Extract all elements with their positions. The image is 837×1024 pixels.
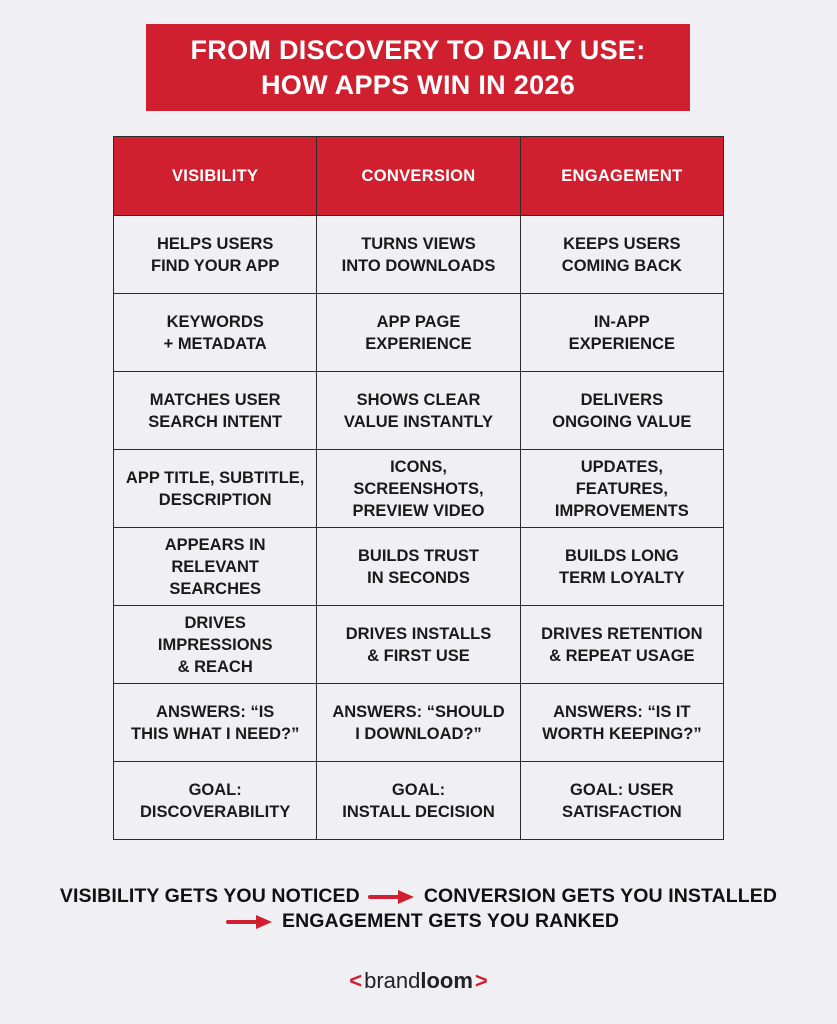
table-row [114,762,724,840]
table-cell [317,216,520,294]
cell-text: GOAL: DISCOVERABILITY [139,780,291,821]
table-cell [114,762,317,840]
table-cell [520,372,723,450]
cell-text: DELIVERS ONGOING VALUE [552,390,692,431]
table-cell [520,762,723,840]
table-cell [114,450,317,528]
cell-text: HELPS USERS FIND YOUR APP [150,234,280,275]
flow-step-visibility: VISIBILITY GETS YOU NOTICED [59,885,360,907]
flow-line-2 [0,909,837,934]
cell-text: MATCHES USER SEARCH INTENT [148,390,283,431]
table-cell [317,606,520,684]
table-cell [520,216,723,294]
cell-text: GOAL: INSTALL DECISION [342,780,495,821]
cell-text: ANSWERS: “IS IT WORTH KEEPING?” [542,702,702,743]
table-cell [114,528,317,606]
brand-logo [0,968,837,994]
table-cell [114,606,317,684]
logo-text-brand: brand [364,968,421,993]
flow-line-1 [0,884,837,909]
table-cell [520,450,723,528]
cell-text: ICONS, SCREENSHOTS, PREVIEW VIDEO [352,457,485,520]
table-row [114,216,724,294]
table-cell [114,294,317,372]
title-line-2: HOW APPS WIN IN 2026 [260,69,576,100]
logo-right-bracket: > [474,968,488,993]
table-row [114,528,724,606]
table-row [114,372,724,450]
table-cell [520,528,723,606]
table-cell [114,684,317,762]
title-line-1: FROM DISCOVERY TO DAILY USE: [190,34,646,65]
cell-text: ANSWERS: “IS THIS WHAT I NEED?” [130,702,300,743]
table-cell [317,684,520,762]
cell-text: SHOWS CLEAR VALUE INSTANTLY [343,390,494,431]
table-cell [520,684,723,762]
header-engagement: ENGAGEMENT [520,137,723,216]
cell-text: BUILDS LONG TERM LOYALTY [559,546,685,587]
table-cell [317,528,520,606]
table-cell [317,450,520,528]
table-cell [520,294,723,372]
cell-text: TURNS VIEWS INTO DOWNLOADS [341,234,496,275]
cell-text: DRIVES RETENTION & REPEAT USAGE [541,624,703,665]
right-arrow-icon [368,888,416,906]
flow-step-conversion: CONVERSION GETS YOU INSTALLED [423,885,778,907]
flow-summary [0,884,837,934]
cell-text: KEYWORDS + METADATA [163,312,267,353]
table-cell [114,372,317,450]
header-visibility: VISIBILITY [114,137,317,216]
cell-text: BUILDS TRUST IN SECONDS [357,546,479,587]
cell-text: UPDATES, FEATURES, IMPROVEMENTS [554,457,689,520]
table-cell [520,606,723,684]
cell-text: APPEARS IN RELEVANT SEARCHES [164,535,266,598]
comparison-table [113,136,724,840]
right-arrow-icon [226,913,274,931]
flow-step-engagement: ENGAGEMENT GETS YOU RANKED [281,910,620,932]
cell-text: APP TITLE, SUBTITLE, DESCRIPTION [125,468,305,509]
table-cell [114,216,317,294]
table-cell [317,762,520,840]
logo-text-loom: loom [420,968,473,993]
cell-text: DRIVES IMPRESSIONS & REACH [157,613,273,676]
title-banner [146,24,690,111]
table-row [114,684,724,762]
cell-text: ANSWERS: “SHOULD I DOWNLOAD?” [332,702,505,743]
table-row [114,606,724,684]
cell-text: KEEPS USERS COMING BACK [561,234,682,275]
table-cell [317,294,520,372]
header-conversion: CONVERSION [317,137,520,216]
cell-text: IN-APP EXPERIENCE [568,312,676,353]
cell-text: DRIVES INSTALLS & FIRST USE [345,624,492,665]
table-row [114,450,724,528]
cell-text: GOAL: USER SATISFACTION [561,780,682,821]
table-cell [317,372,520,450]
table-row [114,294,724,372]
cell-text: APP PAGE EXPERIENCE [365,312,472,353]
table-header-row [114,137,724,216]
logo-left-bracket: < [349,968,363,993]
